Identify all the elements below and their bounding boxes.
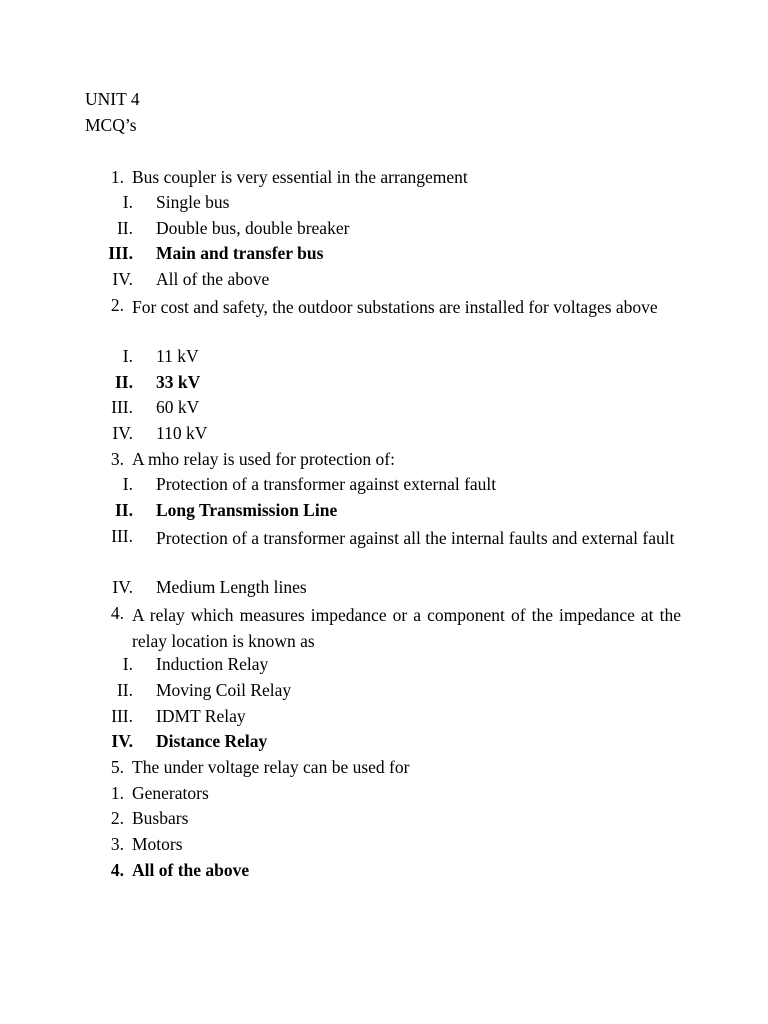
question-number: 5. bbox=[110, 757, 124, 777]
option-marker: 4. bbox=[110, 860, 124, 880]
option-marker: III. bbox=[111, 526, 133, 546]
option-marker: III. bbox=[108, 243, 133, 263]
option-marker: I. bbox=[122, 192, 133, 212]
option-marker: IV. bbox=[112, 577, 133, 597]
option-text: Induction Relay bbox=[156, 654, 269, 674]
option-text: Distance Relay bbox=[156, 731, 268, 751]
option-marker: 1. bbox=[110, 783, 124, 803]
option-marker: IV. bbox=[112, 269, 133, 289]
question-text: A mho relay is used for protection of: bbox=[132, 449, 395, 469]
option-marker: 3. bbox=[110, 834, 124, 854]
option-text: 11 kV bbox=[156, 346, 199, 366]
option-marker: IV. bbox=[112, 423, 133, 443]
unit-title: UNIT 4 bbox=[85, 89, 140, 109]
option-marker: II. bbox=[115, 372, 133, 392]
unit-subtitle: MCQ’s bbox=[85, 115, 137, 135]
option-marker: 2. bbox=[110, 808, 124, 828]
option-marker: I. bbox=[122, 474, 133, 494]
option-text: Medium Length lines bbox=[156, 577, 307, 597]
option-marker: I. bbox=[122, 346, 133, 366]
option-text: All of the above bbox=[132, 860, 250, 880]
question-number: 2. bbox=[110, 295, 124, 315]
option-marker: II. bbox=[116, 680, 133, 700]
option-marker: I. bbox=[122, 654, 133, 674]
option-marker: II. bbox=[116, 218, 133, 238]
option-text: Generators bbox=[132, 783, 209, 803]
option-text: Double bus, double breaker bbox=[156, 218, 350, 238]
option-text: Protection of a transformer against external fault bbox=[156, 474, 497, 494]
question-text: For cost and safety, the outdoor substations are installed for voltages above bbox=[132, 297, 658, 317]
question-text: A relay which measures impedance or a component of the impedance at the relay location is known as bbox=[132, 605, 681, 651]
option-text: 60 kV bbox=[156, 397, 200, 417]
question-text: Bus coupler is very essential in the arrangement bbox=[132, 167, 468, 187]
option-text: 33 kV bbox=[156, 372, 201, 392]
option-text: Motors bbox=[132, 834, 183, 854]
option-text: Moving Coil Relay bbox=[156, 680, 292, 700]
option-marker: II. bbox=[115, 500, 133, 520]
question-number: 3. bbox=[110, 449, 124, 469]
question-number: 1. bbox=[110, 167, 124, 187]
option-text: Main and transfer bus bbox=[156, 243, 324, 263]
option-marker: III. bbox=[111, 706, 133, 726]
question-number: 4. bbox=[110, 603, 124, 623]
option-text: Long Transmission Line bbox=[156, 500, 338, 520]
question-text: The under voltage relay can be used for bbox=[132, 757, 410, 777]
option-marker: III. bbox=[111, 397, 133, 417]
option-text: All of the above bbox=[156, 269, 270, 289]
option-marker: IV. bbox=[111, 731, 133, 751]
option-text: IDMT Relay bbox=[156, 706, 246, 726]
option-text: Protection of a transformer against all the internal faults and external fault bbox=[156, 528, 675, 548]
option-text: Busbars bbox=[132, 808, 189, 828]
option-text: Single bus bbox=[156, 192, 230, 212]
option-text: 110 kV bbox=[156, 423, 208, 443]
